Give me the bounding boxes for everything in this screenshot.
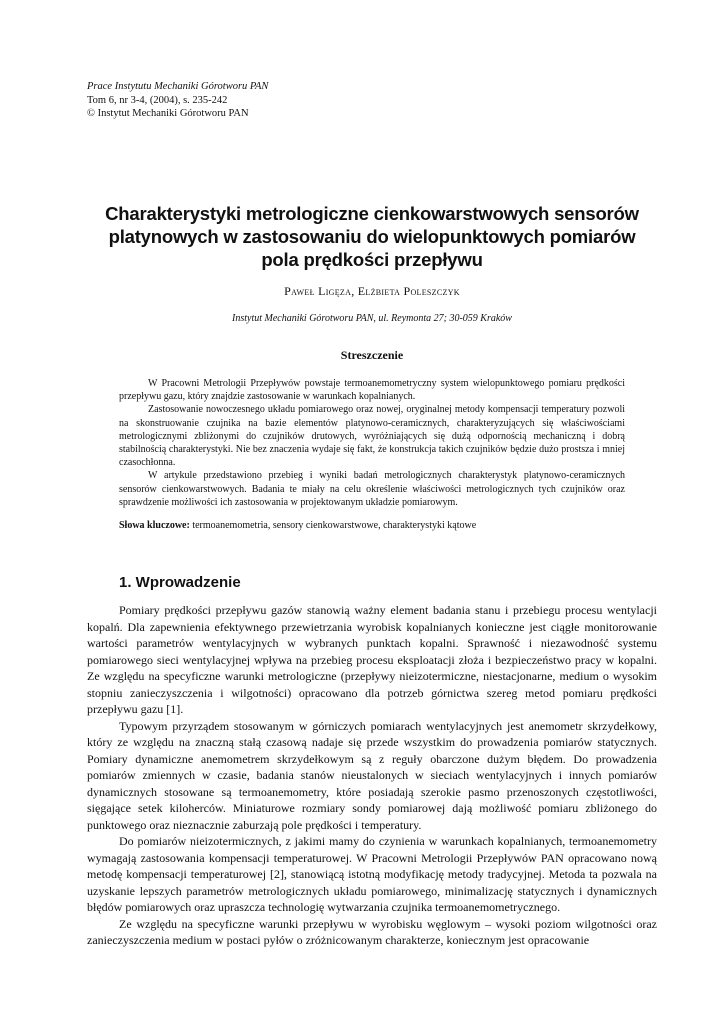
- abstract-paragraph: W artykule przedstawiono przebieg i wyniki badań metrologicznych charakterystyk platynowo-ceramicznych sensorów cienkowarstwowych. Badania te miały na celu określenie właściwości metrologicznych tych czujników oraz sprawdzenie możliwości ich zastosowania w projektowanym układzie pomiarowym.: [119, 470, 625, 508]
- keywords-label: Słowa kluczowe:: [119, 520, 190, 531]
- abstract-paragraph: Zastosowanie nowoczesnego układu pomiarowego oraz nowej, oryginalnej metody kompensacji temperatury pozwoli na skonstruowanie czujnika na bazie elementów platynowo-ceramicznych, charakteryzujących się właściwościami metrologicznymi zbliżonymi do czujników drutowych, wyróżniających się dużą odpornością mechaniczną i dobrą stabilnością charakterystyki. Nie bez znaczenia wydaje się fakt, że konstrukcja takich czujników będzie dużo prostsza i mniej czasochłonna.: [119, 404, 625, 469]
- authors: Paweł Ligęza, Elżbieta Poleszczyk: [284, 284, 460, 298]
- journal-copyright: © Instytut Mechaniki Górotworu PAN: [87, 108, 249, 119]
- affiliation: Instytut Mechaniki Górotworu PAN, ul. Reymonta 27; 30-059 Kraków: [232, 313, 512, 324]
- body-paragraph: Typowym przyrządem stosowanym w górniczych pomiarach wentylacyjnych jest anemometr skrzydełkowy, który ze względu na znaczną stałą czasową nadaje się przede wszystkim do prowadzenia pomiarów statycznych. Pomiary dynamiczne anemometrem skrzydełkowym są z reguły obarczone dużym błędem. Do prowadzenia pomiarów zmiennych w czasie, badania stanów nieustalonych w sieciach wentylacyjnych i innych pomiarów dynamicznych stosowane są termoanemometry, które posiadają szerokie pasmo przenoszonych częstotliwości, sięgające setek kiloherców. Miniaturowe rozmiary sondy pomiarowej dają możliwość pomiaru zbliżonego do punktowego oraz nieznacznie zaburzają pole prędkości i temperatury.: [87, 718, 657, 832]
- keywords-text: termoanemometria, sensory cienkowarstwowe, charakterystyki kątowe: [192, 520, 477, 531]
- body-paragraph: Pomiary prędkości przepływu gazów stanowią ważny element badania stanu i przebiegu procesu wentylacji kopalń. Dla zapewnienia efektywnego przewietrzania wyrobisk kopalnianych konieczne jest ciągłe monitorowanie wartości parametrów wentylacyjnych w wybranych punktach kopalni. Sprawność i niezawodność systemu pomiarowego sieci wentylacyjnej wpływa na przebieg procesu eksploatacji złoża i bezpieczeństwo pracy w kopalni. Ze względu na specyficzne warunki metrologiczne (przepływy nieizotermiczne, niestacjonarne, medium o wysokim stopniu zanieczyszczenia i wilgotności) opracowano dla potrzeb górnictwa szereg metod pomiaru prędkości przepływu gazu [1].: [87, 603, 657, 716]
- abstract: [119, 377, 625, 509]
- abstract-heading: Streszczenie: [340, 348, 404, 362]
- paper-title: [87, 202, 657, 271]
- body-paragraph: Ze względu na specyficzne warunki przepływu w wyrobisku węglowym – wysoki poziom wilgotności oraz zanieczyszczenia medium w postaci pyłów o zróżnicowanym charakterze, koniecznym jest opracowanie: [87, 916, 657, 947]
- document-page: [87, 0, 657, 1024]
- journal-header: [87, 80, 268, 121]
- title-line: pola prędkości przepływu: [261, 249, 483, 270]
- section-body: [87, 602, 657, 949]
- journal-name: Prace Instytutu Mechaniki Górotworu PAN: [87, 81, 269, 92]
- section-heading: 1. Wprowadzenie: [119, 574, 241, 591]
- abstract-paragraph: W Pracowni Metrologii Przepływów powstaje termoanemometryczny system wielopunktowego pomiaru prędkości przepływu gazu, który znajdzie zastosowanie w warunkach kopalnianych.: [119, 378, 625, 403]
- keywords: [119, 519, 625, 532]
- title-line: platynowych w zastosowaniu do wielopunktowych pomiarów: [108, 226, 636, 247]
- title-line: Charakterystyki metrologiczne cienkowarstwowych sensorów: [105, 203, 639, 224]
- journal-volume: Tom 6, nr 3-4, (2004), s. 235-242: [87, 94, 228, 106]
- body-paragraph: Do pomiarów nieizotermicznych, z jakimi mamy do czynienia w warunkach kopalnianych, termoanemometry wymagają zastosowania kompensacji temperaturowej. W Pracowni Metrologii Przepływów PAN opracowano nową metodę kompensacji temperaturowej [2], stanowiącą istotną modyfikację metody tradycyjnej. Metoda ta pozwala na uzyskanie lepszych parametrów metrologicznych układu pomiarowego, minimalizację statycznych i dynamicznych błędów pomiarowych oraz upraszcza technologię wytwarzania czujnika termoanemometrycznego.: [87, 834, 657, 914]
